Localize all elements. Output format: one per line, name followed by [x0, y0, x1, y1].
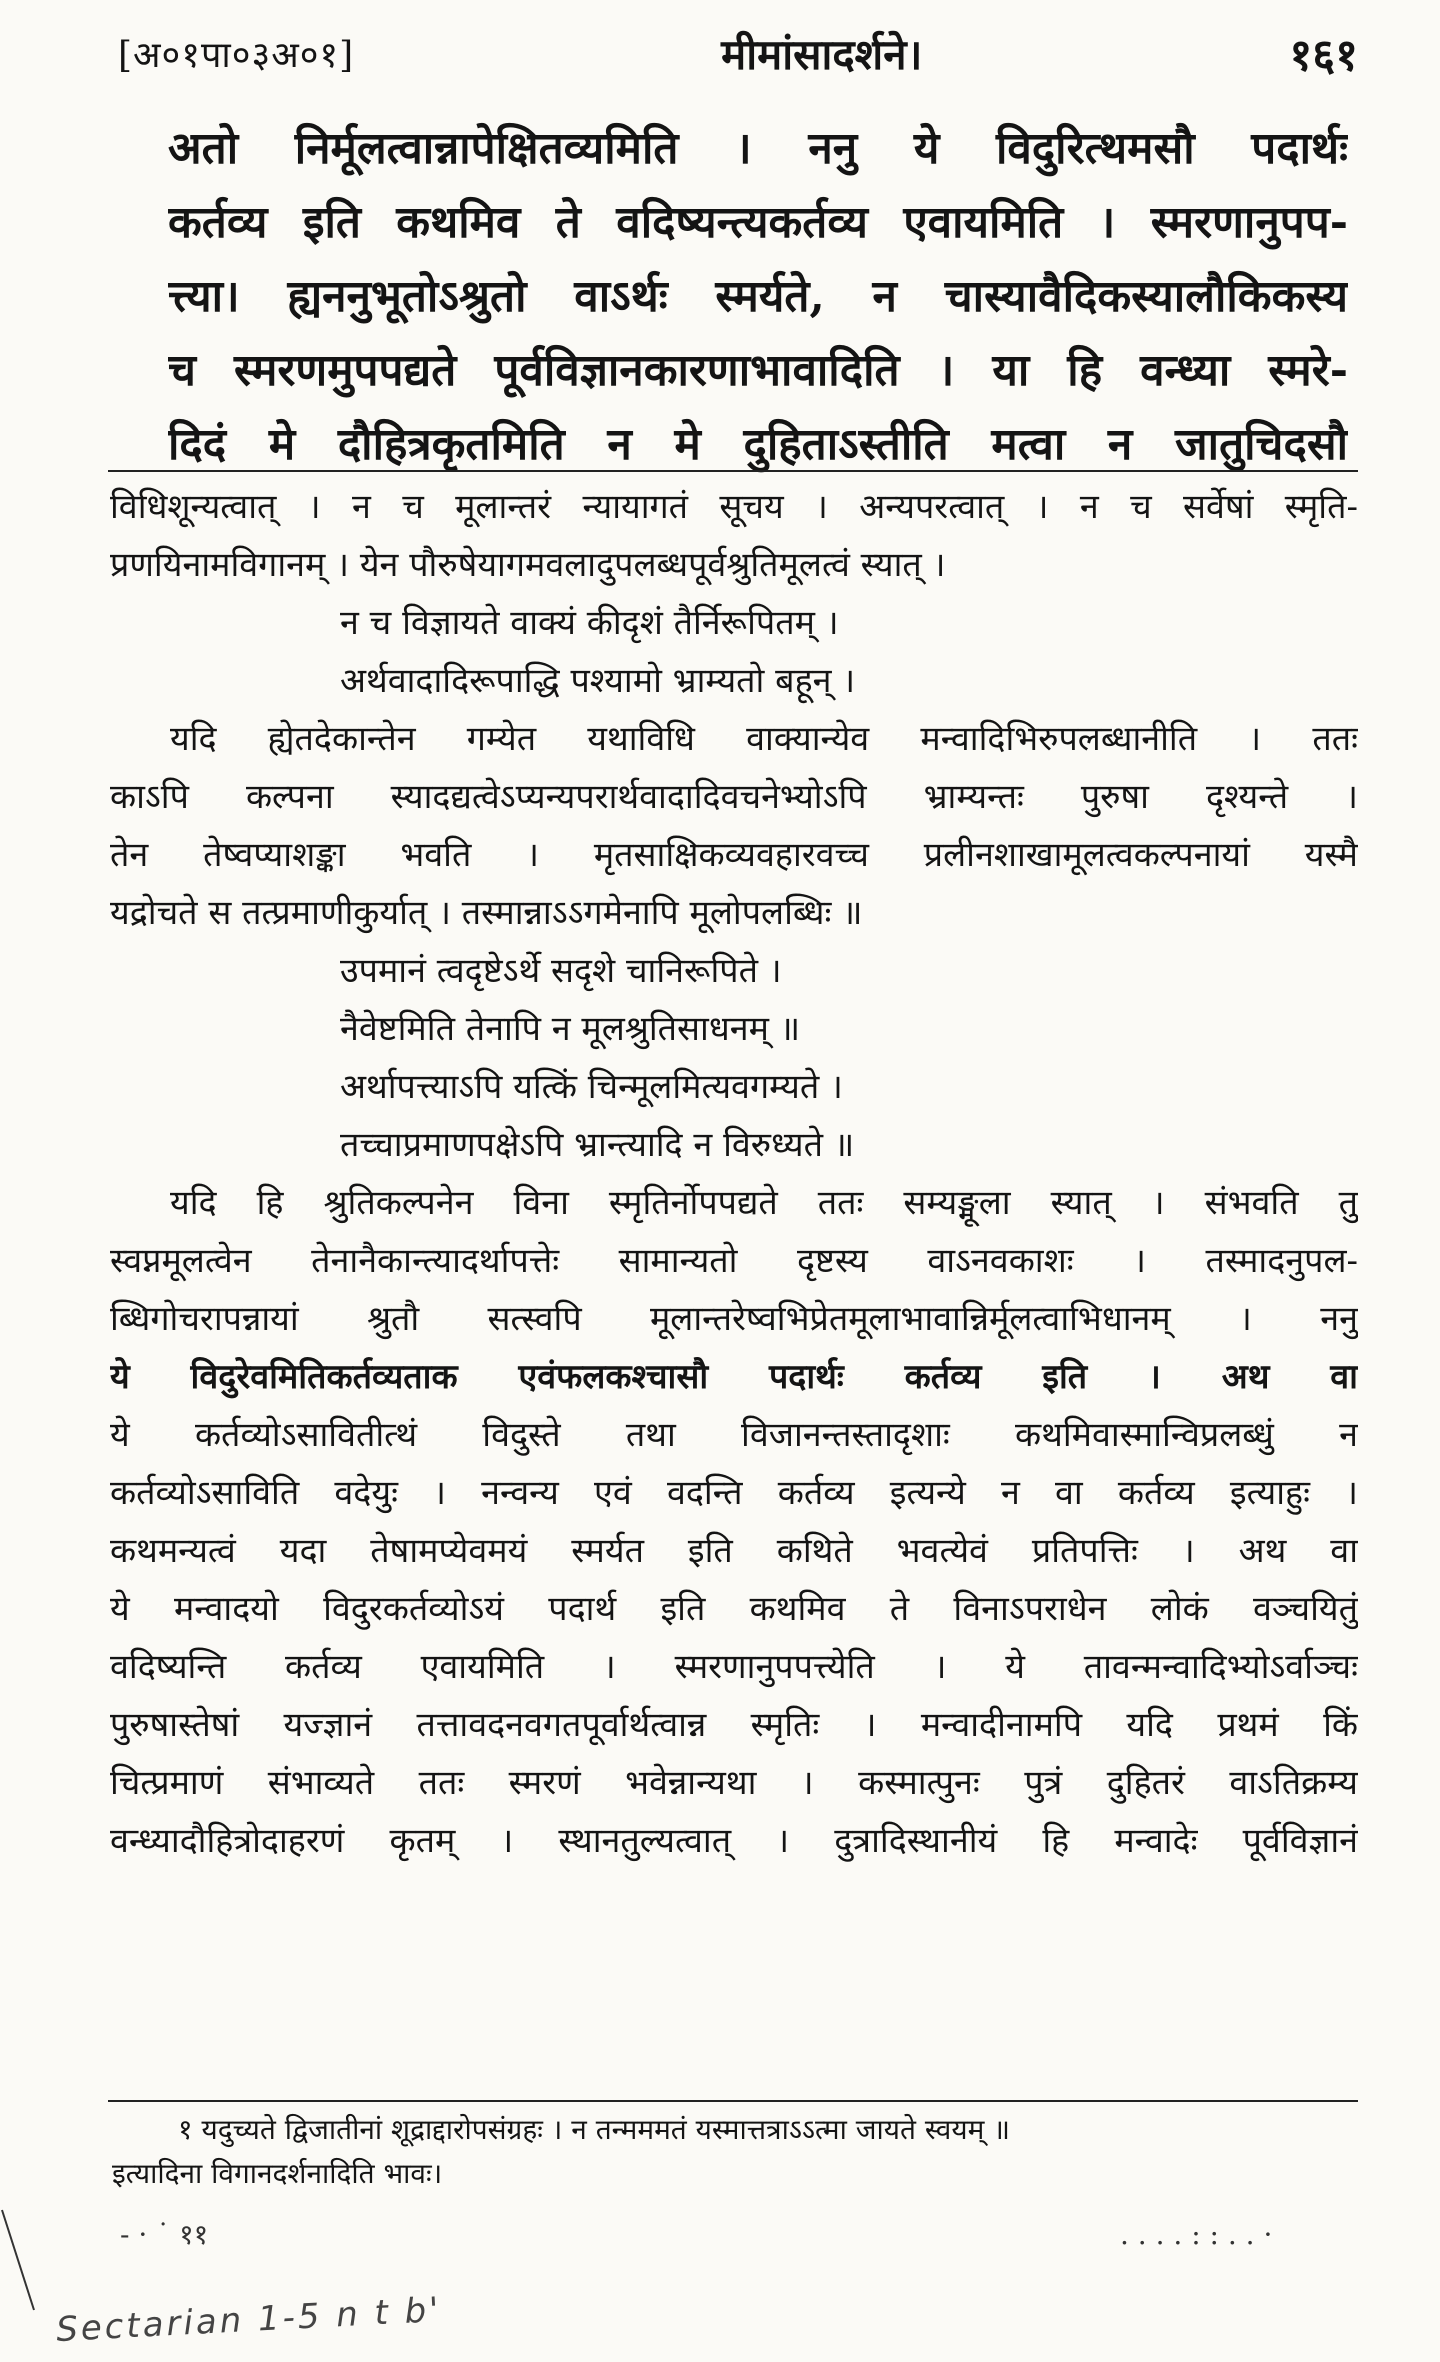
- footnote-line: १ यदुच्यते द्विजातीनां शूद्राद्दारोपसंग्रहः । न तन्मममतं यस्मात्तत्राऽऽत्मा जायते स्वयम् ॥: [178, 2113, 1011, 2146]
- footnotes-block: [112, 2108, 1352, 2196]
- verse-line: तच्चाप्रमाणपक्षेऽपि भ्रान्त्यादि न विरुध्यते ॥: [340, 1125, 855, 1165]
- verse-line: अर्थापत्त्याऽपि यत्किं चिन्मूलमित्यवगम्यते ।: [340, 1067, 843, 1107]
- commentary-line: ब्धिगोचरापन्नायां श्रुतौ सत्स्वपि मूलान्तरेष्वभिप्रेतमूलाभावान्निर्मूलत्वाभिधानम् । ननु: [110, 1299, 1358, 1339]
- main-text-block: [168, 112, 1348, 482]
- commentary-line: प्रणयिनामविगानम् । येन पौरुषेयागमवलादुपलब्धपूर्वश्रुतिमूलत्वं स्यात् ।: [110, 545, 946, 585]
- marginal-mark-right: . . . . : : . . ·: [1120, 2218, 1273, 2251]
- commentary-line: काऽपि कल्पना स्यादद्यत्वेऽप्यन्यपरार्थवादादिवचनेभ्योऽपि भ्राम्यन्तः पुरुषा दृश्यन्ते ।: [110, 777, 1358, 817]
- page-edge-mark: [0, 2200, 40, 2320]
- commentary-line: ये विदुरेवमितिकर्तव्यताक एवंफलकश्चासौ पदार्थः कर्तव्य इति । अथ वा: [110, 1357, 1358, 1397]
- commentary-line: यदि ह्येतदेकान्तेन गम्येत यथाविधि वाक्यान्येव मन्वादिभिरुपलब्धानीति । ततः: [170, 719, 1358, 759]
- commentary-line: तेन तेष्वप्याशङ्का भवति । मृतसाक्षिकव्यवहारवच्च प्रलीनशाखामूलत्वकल्पनायां यस्मै: [110, 835, 1358, 875]
- commentary-block: [110, 478, 1358, 1870]
- commentary-line: ये मन्वादयो विदुरकर्तव्योऽयं पदार्थ इति कथमिव ते विनाऽपराधेन लोकं वञ्चयितुं: [110, 1589, 1358, 1629]
- commentary-line: चित्प्रमाणं संभाव्यते ततः स्मरणं भवेन्नान्यथा । कस्मात्पुनः पुत्रं दुहितरं वाऽतिक्रम्य: [110, 1763, 1358, 1803]
- section-divider: [108, 470, 1358, 472]
- running-title: मीमांसादर्शने।: [721, 29, 923, 79]
- footnote-line: इत्यादिना विगानदर्शनादिति भावः।: [112, 2157, 443, 2190]
- commentary-line: स्वप्नमूलत्वेन तेनानैकान्त्यादर्थापत्तेः सामान्यतो दृष्टस्य वाऽनवकाशः । तस्मादनुपल-: [110, 1241, 1358, 1281]
- verse-line: अर्थवादादिरूपाद्धि पश्यामो भ्राम्यतो बहून् ।: [340, 661, 856, 701]
- verse-line: उपमानं त्वदृष्टेऽर्थे सदृशे चानिरूपिते ।: [340, 951, 782, 991]
- main-text-line: कर्तव्य इति कथमिव ते वदिष्यन्त्यकर्तव्य एवायमिति । स्मरणानुपप-: [168, 197, 1348, 248]
- page-number: १६१: [1289, 30, 1358, 81]
- commentary-line: वदिष्यन्ति कर्तव्य एवायमिति । स्मरणानुपपत्त्येति । ये तावन्मन्वादिभ्योऽर्वाञ्चः: [110, 1647, 1358, 1687]
- page-header: [118, 18, 1358, 88]
- commentary-line: विधिशून्यत्वात् । न च मूलान्तरं न्यायागतं सूचय । अन्यपरत्वात् । न च सर्वेषां स्मृति-: [110, 487, 1358, 527]
- commentary-line: यदि हि श्रुतिकल्पनेन विना स्मृतिर्नोपपद्यते ततः सम्यङ्मूला स्यात् । संभवति तु: [170, 1183, 1358, 1223]
- verse-line: नैवेष्टमिति तेनापि न मूलश्रुतिसाधनम् ॥: [340, 1009, 801, 1049]
- footnote-divider: [108, 2100, 1358, 2102]
- verse-line: न च विज्ञायते वाक्यं कीदृशं तैर्निरूपितम् ।: [340, 603, 839, 643]
- commentary-line: यद्रोचते स तत्प्रमाणीकुर्यात् । तस्मान्नाऽऽगमेनापि मूलोपलब्धिः ॥: [110, 893, 863, 933]
- main-text-line: त्त्या। ह्यननुभूतोऽश्रुतो वाऽर्थः स्मर्यते, न चास्यावैदिकस्यालौकिकस्य: [168, 271, 1348, 322]
- commentary-line: कथमन्यत्वं यदा तेषामप्येवमयं स्मर्यत इति कथिते भवत्येवं प्रतिपत्तिः । अथ वा: [110, 1531, 1358, 1571]
- main-text-line: च स्मरणमुपपद्यते पूर्वविज्ञानकारणाभावादिति । या हि वन्ध्या स्मरे-: [168, 345, 1348, 396]
- section-reference: [अ०१पा०३अ०१]: [118, 34, 355, 76]
- handwritten-note: Sectarian 1-5 n t b': [55, 2289, 443, 2351]
- commentary-line: कर्तव्योऽसाविति वदेयुः । नन्वन्य एवं वदन्ति कर्तव्य इत्यन्ये न वा कर्तव्य इत्याहुः ।: [110, 1473, 1358, 1513]
- commentary-line: ये कर्तव्योऽसावितीत्थं विदुस्ते तथा विजानन्तस्तादृशाः कथमिवास्मान्विप्रलब्धुं न: [110, 1415, 1358, 1455]
- main-text-line: अतो निर्मूलत्वान्नापेक्षितव्यमिति । ननु ये विदुरित्थमसौ पदार्थः: [168, 123, 1348, 174]
- commentary-line: वन्ध्यादौहित्रोदाहरणं कृतम् । स्थानतुल्यत्वात् । दुत्रादिस्थानीयं हि मन्वादेः पूर्वविज्ञानं: [110, 1821, 1358, 1861]
- main-text-line: दिदं मे दौहित्रकृतमिति न मे दुहिताऽस्तीति मत्वा न जातुचिदसौ: [168, 419, 1348, 470]
- commentary-line: पुरुषास्तेषां यज्ज्ञानं तत्तावदनवगतपूर्वार्थत्वान्न स्मृतिः । मन्वादीनामपि यदि प्रथमं किं: [110, 1705, 1358, 1745]
- marginal-mark-left: - · ˙ ११: [120, 2218, 209, 2251]
- marginal-marks: [60, 2210, 1360, 2260]
